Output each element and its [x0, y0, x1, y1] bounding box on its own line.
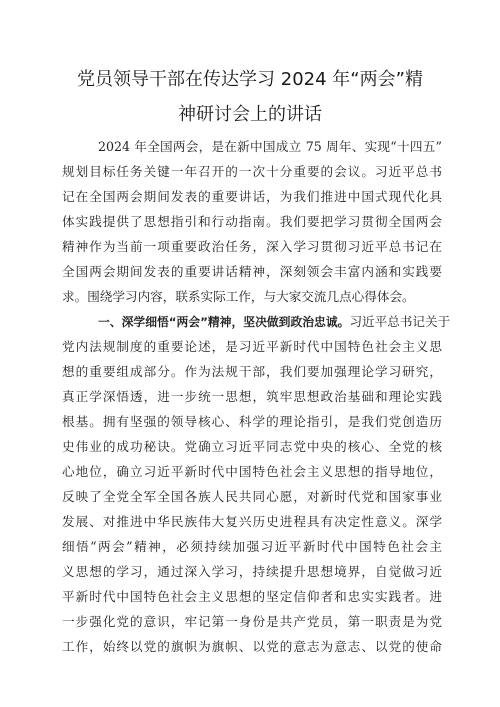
body-line: 求。围绕学习内容，联系实际工作，与大家交流几点心得体会。 [62, 289, 415, 304]
section-1-heading: 一、深学细悟“两会”精神，坚决做到政治忠诚。 [98, 315, 350, 329]
body-line: 一步强化党的意识，牢记第一身份是共产党员，第一职责是为党 [62, 614, 442, 629]
body-line: 平新时代中国特色社会主义思想的坚定信仰者和忠实实践者。进 [62, 589, 442, 604]
body-line: 工作，始终以党的旗帜为旗帜、以党的意志为意志、以党的使命 [62, 639, 442, 654]
body-line: 想的重要组成部分。作为法规干部，我们要加强理论学习研究， [62, 364, 442, 379]
body-line: 记在全国两会期间发表的重要讲话，为我们推进中国式现代化具 [62, 189, 442, 204]
body-line: 义思想的学习，通过深入学习，持续提升思想境界，自觉做习近 [62, 564, 442, 579]
document-title-line-2: 神研讨会上的讲话 [178, 104, 322, 125]
body-line: 发展、对推进中华民族伟大复兴历史进程具有决定性意义。深学 [62, 514, 442, 529]
body-line: 根基。拥有坚强的领导核心、科学的理论指引，是我们党创造历 [62, 414, 442, 429]
body-line: 真正学深悟透，进一步统一思想，筑牢思想政治基础和理论实践 [62, 389, 442, 404]
section-1-opening-line [98, 309, 451, 334]
body-line: 精神作为当前一项重要政治任务，深入学习贯彻习近平总书记在 [62, 239, 442, 254]
body-line: 体实践提供了思想指引和行动指南。我们要把学习贯彻全国两会 [62, 214, 442, 229]
body-line: 史伟业的成功秘诀。党确立习近平同志党中央的核心、全党的核 [62, 439, 442, 454]
body-line: 党内法规制度的重要论述，是习近平新时代中国特色社会主义思 [62, 339, 442, 354]
section-1-heading-tail: 习近平总书记关于 [349, 314, 451, 329]
body-line: 规划目标任务关键一年召开的一次十分重要的会议。习近平总书 [62, 164, 442, 179]
body-line: 2024 年全国两会，是在新中国成立 75 周年、实现“十四五” [98, 139, 442, 154]
body-line: 细悟“两会”精神，必须持续加强习近平新时代中国特色社会主 [62, 539, 442, 554]
body-line: 心地位，确立习近平新时代中国特色社会主义思想的指导地位， [62, 464, 442, 479]
body-line: 全国两会期间发表的重要讲话精神，深刻领会丰富内涵和实践要 [62, 264, 442, 279]
document-title-line-1: 党员领导干部在传达学习 2024 年“两会”精 [77, 69, 423, 90]
body-line: 反映了全党全军全国各族人民共同心愿，对新时代党和国家事业 [62, 489, 442, 504]
